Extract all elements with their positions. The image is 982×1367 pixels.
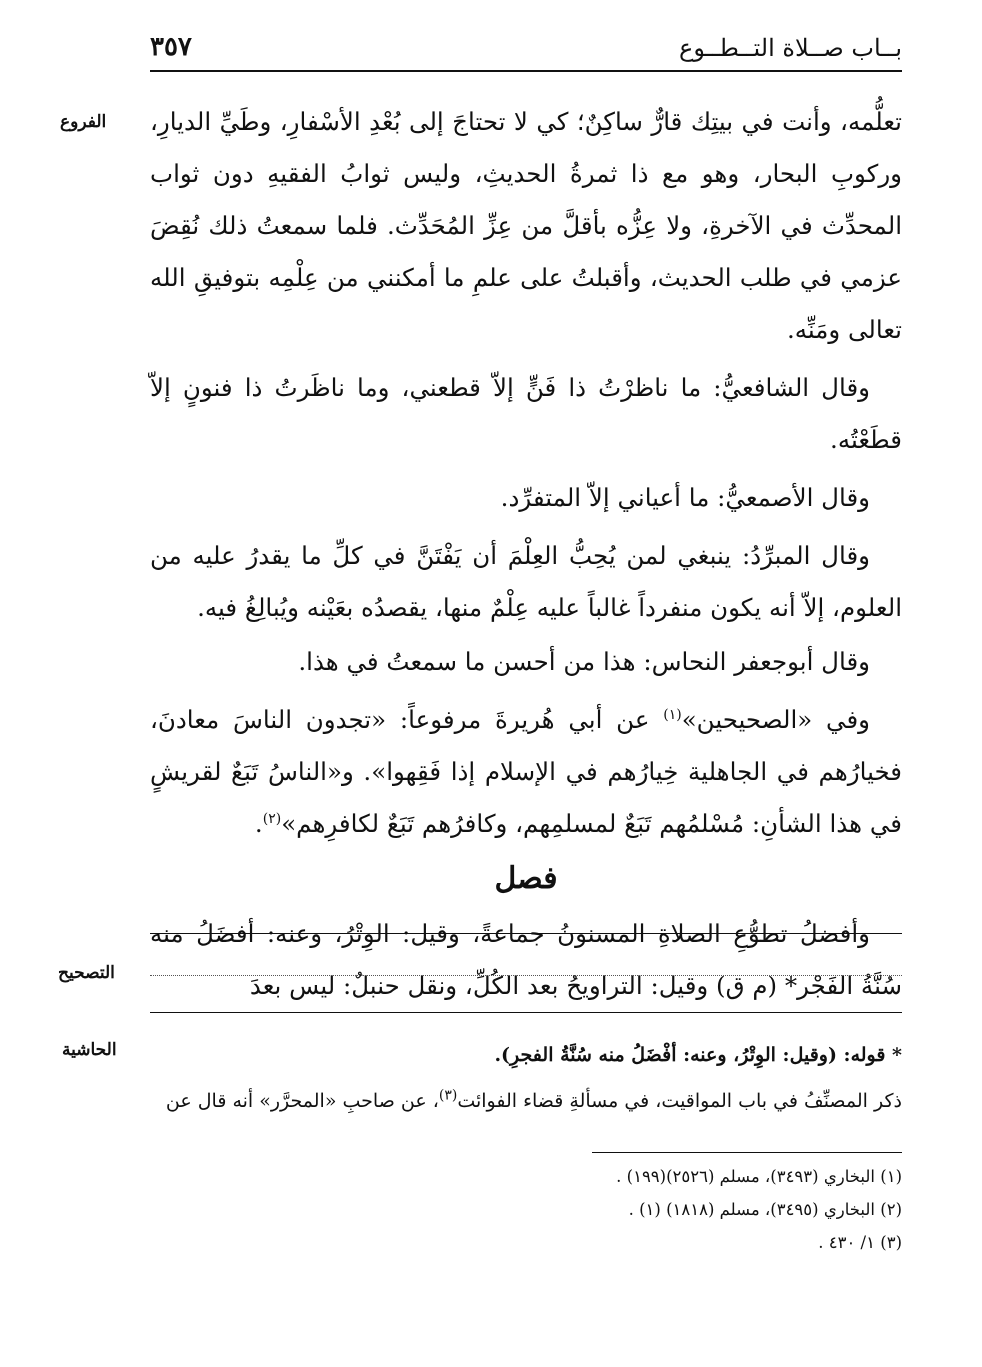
hashiya-body-start: ذكر المصنِّفُ في باب المواقيت، في مسألةِ قضاء الفوائت bbox=[457, 1090, 902, 1112]
tashih-bottom-rule bbox=[150, 1012, 902, 1013]
chapter-title: بــاب صــلاة التــطــوع bbox=[679, 34, 902, 62]
hashiya-section bbox=[150, 1032, 902, 1124]
footnote-1: (١) البخاري (٣٤٩٣)، مسلم (٢٥٢٦)(١٩٩) . bbox=[616, 1167, 902, 1186]
tashih-top-rule bbox=[150, 933, 902, 934]
side-label-furu: الفروع bbox=[60, 112, 107, 132]
paragraph-nahhas: وقال أبوجعفر النحاس: هذا من أحسن ما سمعتُ في هذا. bbox=[298, 647, 870, 676]
paragraph-fasl: وأفضلُ تطوُّعِ الصلاةِ المسنونُ جماعةً، وقيل: الوِتْرُ، وعنه: أفضَلُ منه سُنَّةُ الفَجْر* (م ق) وقيل: التراويحُ بعد الكُلِّ، ونقل حنبلٌ: ليس بعدَ bbox=[150, 919, 902, 1000]
tashih-dotted-line bbox=[150, 975, 902, 976]
paragraph-asmai: وقال الأصمعيُّ: ما أعياني إلاّ المتفرِّد. bbox=[500, 483, 870, 512]
section-title: فصل bbox=[494, 861, 558, 896]
sahihayn-end: . bbox=[254, 809, 263, 838]
sahihayn-hadith: عن أبي هُريرةَ مرفوعاً: «تجدون الناسَ معادنَ، فخيارُهم في الجاهلية خِيارُهم في الإسلام إذا فَقِهوا». و«الناسُ تَبَعٌ لقريشٍ في هذا الشأنِ: مُسْلمُهم تَبَعٌ لمسلمِهم، وكافرُهم تَبَعٌ لكافرِهم» bbox=[150, 705, 902, 838]
footnote-ref-2[interactable]: (٢) bbox=[262, 810, 282, 827]
sahihayn-intro: وفي «الصحيحين» bbox=[681, 705, 870, 734]
paragraph-sahihayn bbox=[150, 694, 902, 850]
page-number: ٣٥٧ bbox=[150, 32, 192, 62]
footnote-2: (٢) البخاري (٣٤٩٥)، مسلم (١٨١٨) (١) . bbox=[628, 1200, 902, 1219]
hashiya-body-end: ، عن صاحبِ «المحرَّر» أنه قال عن bbox=[165, 1090, 439, 1112]
hashiya-body bbox=[150, 1078, 902, 1124]
hashiya-title-line: * قوله: (وقيل: الوِتْرُ، وعنه: أفْضَلُ منه سُنَّةُ الفجرِ). bbox=[494, 1044, 902, 1066]
footnote-separator bbox=[592, 1152, 902, 1153]
footnotes bbox=[150, 1160, 902, 1259]
footnote-ref-1[interactable]: (١) bbox=[663, 706, 682, 723]
paragraph-mubarrad: وقال المبرِّدُ: ينبغي لمن يُحِبُّ العِلْمَ أن يَفْتَنَّ في كلِّ ما يقدرُ عليه من العلوم، إلاّ أنه يكون منفرداً غالباً عليه عِلْمٌ منها، يقصدُه بعَيْنه ويُبالِغُ فيه. bbox=[150, 541, 902, 622]
paragraph-1: تعلُّمه، وأنت في بيتِك قارٌّ ساكِنٌ؛ كي لا تحتاجَ إلى بُعْدِ الأسْفارِ، وطَيِّ الديارِ، وركوبِ البحار، وهو مع ذا ثمرةُ الحديثِ، وليس ثوابُ الفقيهِ دون ثواب المحدِّث في الآخرةِ، ولا عِزُّه بأقلَّ من عِزِّ المُحَدِّث. فلما سمعتُ ذلك نُقِضَ عزمي في طلب الحديث، وأقبلتُ على علمِ ما أمكنني من عِلْمِه بتوفيقِ الله تعالى ومَنِّه. bbox=[150, 107, 902, 344]
footnote-3: (٣) ١/ ٤٣٠ . bbox=[818, 1233, 902, 1252]
page-header bbox=[150, 30, 902, 72]
paragraph-shafii: وقال الشافعيُّ: ما ناظرْتُ ذا فَنٍّ إلاّ قطعني، وما ناظَرتُ ذا فنونٍ إلاّ قطَعْتُه. bbox=[150, 373, 902, 454]
main-text bbox=[150, 96, 902, 1018]
side-label-hashiya: الحاشية bbox=[62, 1040, 117, 1060]
side-label-tashih: التصحيح bbox=[58, 963, 115, 983]
footnote-ref-3[interactable]: (٣) bbox=[438, 1087, 458, 1104]
